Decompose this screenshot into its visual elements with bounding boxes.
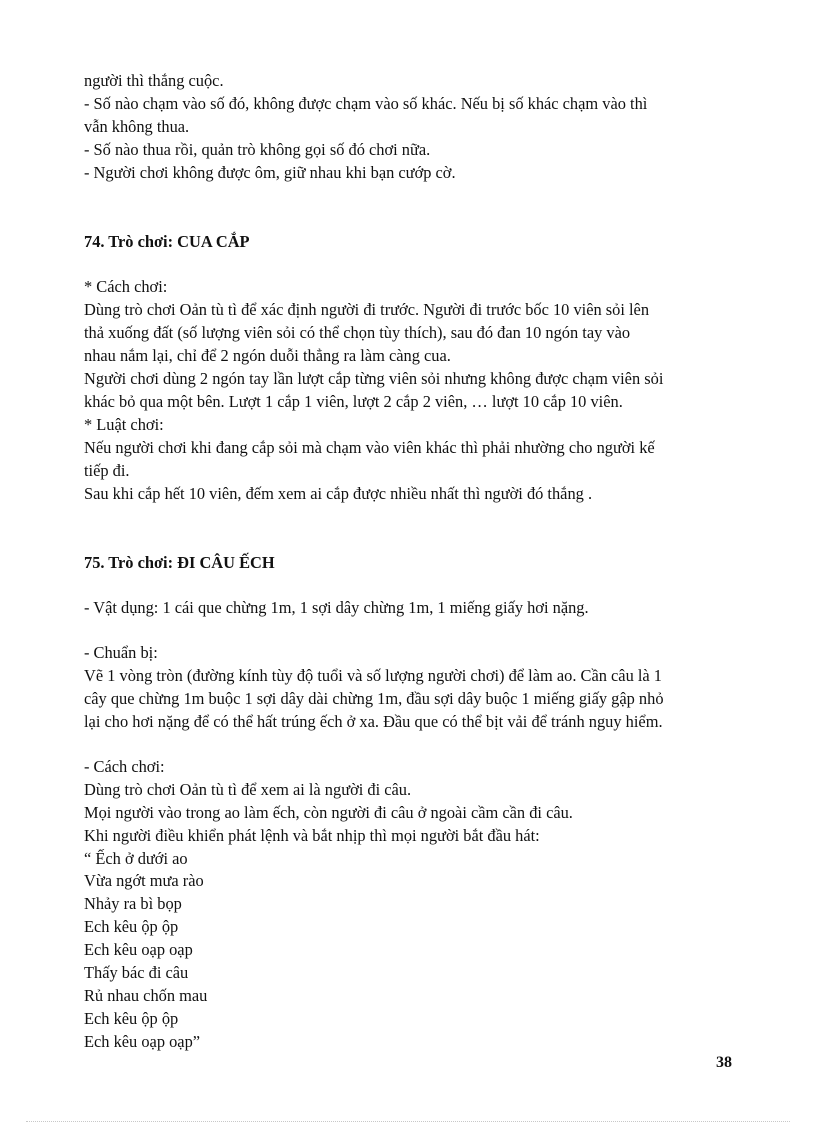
subheading: - Cách chơi: [84, 756, 165, 776]
song-line: “ Ếch ở dưới ao [84, 848, 188, 868]
text-line: Nếu người chơi khi đang cắp sỏi mà chạm vào viên khác thì phải nhường cho người kế [84, 437, 655, 457]
text-line: lại cho hơi nặng để có thể hất trúng ếch ở xa. Đầu que có thể bịt vải để tránh nguy hiểm. [84, 712, 663, 732]
text-line: người thì thắng cuộc. [84, 71, 224, 90]
song-line: Nhảy ra bì bọp [84, 894, 182, 914]
song-line: Ech kêu ộp ộp [84, 917, 179, 937]
spacer [84, 506, 754, 552]
section-75 [84, 552, 754, 1054]
subheading: * Luật chơi: [84, 414, 164, 434]
text-line: Người chơi dùng 2 ngón tay lần lượt cắp từng viên sỏi nhưng không được chạm viên sỏi [84, 369, 664, 389]
spacer [84, 574, 754, 597]
text-line: Dùng trò chơi Oản tù tì để xác định người đi trước. Người đi trước bốc 10 viên sỏi lên [84, 300, 650, 320]
section-74 [84, 231, 754, 506]
song-line: Ech kêu oạp oạp [84, 940, 193, 960]
text-line: nhau nắm lại, chỉ để 2 ngón duỗi thẳng ra làm càng cua. [84, 346, 451, 366]
song-line: Ech kêu ộp ộp [84, 1008, 179, 1028]
intro-block [84, 70, 754, 185]
text-line: khác bỏ qua một bên. Lượt 1 cắp 1 viên, lượt 2 cắp 2 viên, … lượt 10 cắp 10 viên. [84, 391, 623, 411]
text-line: - Người chơi không được ôm, giữ nhau khi bạn cướp cờ. [84, 162, 456, 182]
section-heading: 75. Trò chơi: ĐI CÂU ẾCH [84, 552, 275, 572]
text-line: Mọi người vào trong ao làm ếch, còn người đi câu ở ngoài cầm cần đi câu. [84, 802, 573, 822]
spacer [84, 620, 754, 642]
spacer [84, 734, 754, 756]
song-line: Thấy bác đi câu [84, 963, 189, 983]
page-bottom-divider [26, 1121, 790, 1122]
song-line: Ech kêu oạp oạp” [84, 1031, 201, 1051]
section-heading: 74. Trò chơi: CUA CẮP [84, 231, 250, 251]
text-line: vẫn không thua. [84, 116, 190, 136]
subheading: - Chuẩn bị: [84, 643, 158, 663]
page-number: 38 [716, 1054, 732, 1071]
spacer [84, 253, 754, 276]
text-line: Dùng trò chơi Oản tù tì để xem ai là người đi câu. [84, 779, 412, 799]
text-line: cây que chừng 1m buộc 1 sợi dây dài chừng 1m, đầu sợi dây buộc 1 miếng giấy gập nhỏ [84, 689, 664, 709]
text-line: - Số nào chạm vào số đó, không được chạm vào số khác. Nếu bị số khác chạm vào thì [84, 93, 648, 113]
song-line: Rủ nhau chốn mau [84, 986, 208, 1005]
subheading: * Cách chơi: [84, 277, 168, 297]
song-line: Vừa ngớt mưa rào [84, 871, 204, 891]
text-line: Sau khi cắp hết 10 viên, đếm xem ai cắp được nhiều nhất thì người đó thắng . [84, 483, 593, 503]
text-line: Khi người điều khiển phát lệnh và bắt nhịp thì mọi người bắt đầu hát: [84, 825, 540, 845]
text-line: thả xuống đất (số lượng viên sỏi có thể chọn tùy thích), sau đó đan 10 ngón tay vào [84, 323, 631, 343]
text-line: tiếp đi. [84, 460, 130, 480]
spacer [84, 185, 754, 231]
document-body [84, 70, 754, 1054]
text-line: - Số nào thua rồi, quản trò không gọi số đó chơi nữa. [84, 139, 431, 159]
text-line: Vẽ 1 vòng tròn (đường kính tùy độ tuổi và số lượng người chơi) để làm ao. Cần câu là 1 [84, 666, 662, 686]
text-line: - Vật dụng: 1 cái que chừng 1m, 1 sợi dây chừng 1m, 1 miếng giấy hơi nặng. [84, 598, 589, 618]
